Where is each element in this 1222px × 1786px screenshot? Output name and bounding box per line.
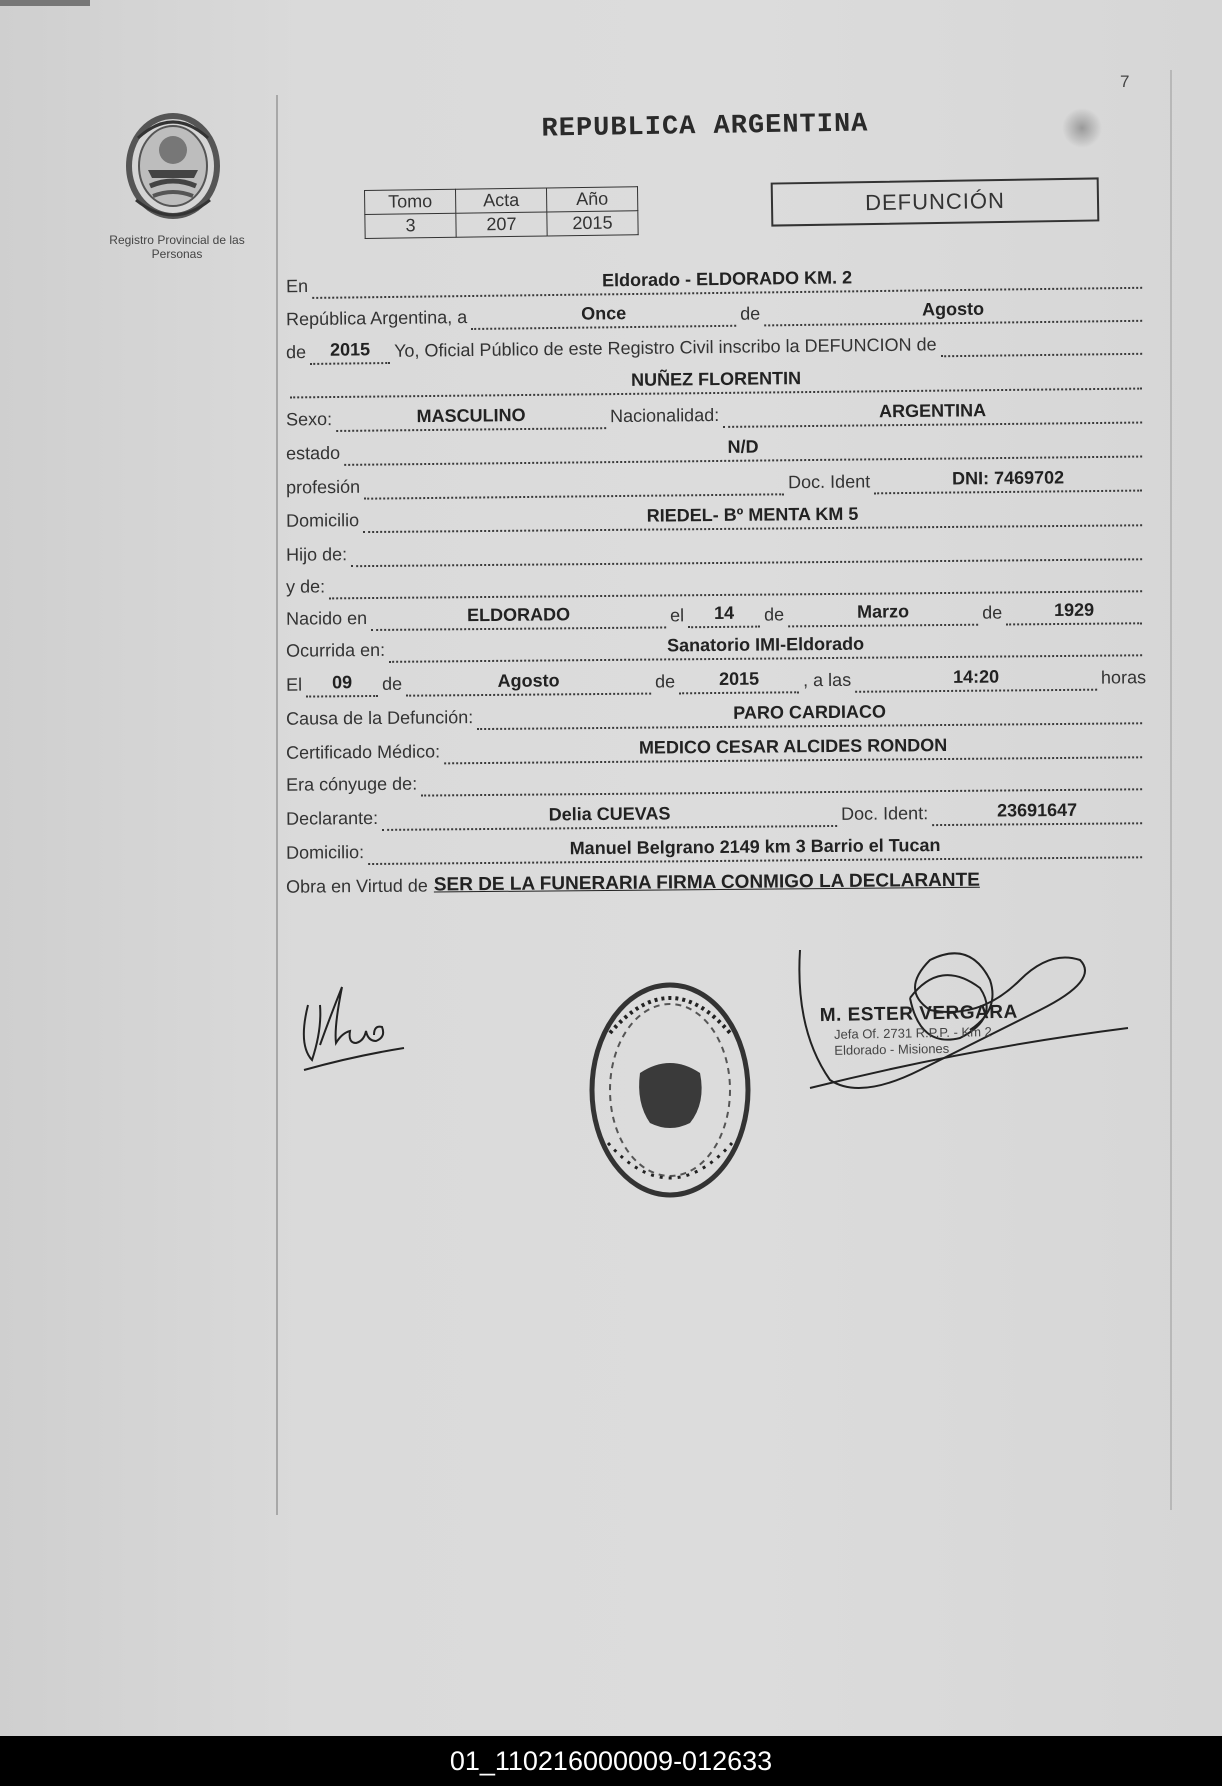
value-en: Eldorado - ELDORADO KM. 2 [601,267,853,291]
margin-line-left [276,95,278,1515]
official-name: M. ESTER VERGARA [819,1001,1018,1027]
value-doc: DNI: 7469702 [951,467,1065,489]
label-de-def-anio: de [655,671,676,692]
label-de-nacido-mes: de [764,604,785,625]
value-def-mes: Agosto [497,670,560,691]
record-table [364,186,639,239]
label-conyuge: Era cónyuge de: [285,773,418,795]
value-domicilio2: Manuel Belgrano 2149 km 3 Barrio el Tucan [569,835,941,859]
label-horas: horas [1100,667,1147,688]
label-el: el [670,605,685,626]
value-sexo: MASCULINO [416,404,526,427]
label-domicilio: Domicilio [285,510,360,531]
label-de-nacido-anio: de [982,602,1003,623]
label-domicilio2: Domicilio: [285,842,365,863]
label-sexo: Sexo: [285,409,333,430]
value-ocurrida: Sanatorio IMI-Eldorado [666,633,865,656]
header-tomo: Tomo [365,189,456,214]
value-anio: 2015 [547,211,638,236]
value-estado: N/D [727,436,759,457]
header-anio: Año [546,187,637,212]
misiones-emblem-icon [118,108,228,223]
label-doc: Doc. Ident [788,471,871,493]
label-certificado: Certificado Médico: [285,741,441,763]
label-declarante: Declarante: [285,807,379,829]
row-obra [286,856,1146,900]
margin-line-right [1170,70,1172,1510]
value-domicilio: RIEDEL- Bº MENTA KM 5 [646,503,859,526]
registry-name: Registro Provincial de las Personas [109,233,245,261]
value-causa: PARO CARDIACO [733,701,886,723]
field-inscribo-tail [940,327,1142,357]
label-de: de [740,303,761,324]
label-nacido: Nacido en [285,608,368,629]
value-nacido-dia: 14 [714,602,735,624]
label-causa: Causa de la Defunción: [285,707,474,729]
official-location: Eldorado - Misiones [834,1040,950,1058]
value-day: Once [581,303,627,324]
field-def-dia [306,669,378,698]
label-el-cap: El [285,674,303,695]
label-hijo: Hijo de: [285,544,348,565]
label-yde: y de: [285,576,326,597]
page-number: 7 [1120,72,1130,91]
value-declarante: Delia CUEVAS [548,803,671,825]
label-de-def-mes: de [381,673,403,694]
official-stamp [820,1001,1061,1059]
value-obra: SER DE LA FUNERARIA FIRMA CONMIGO LA DECLARANTE [433,869,980,896]
label-profesion: profesión [285,476,361,498]
label-doc2: Doc. Ident: [841,803,929,824]
value-tomo: 3 [365,213,456,238]
label-inscribo: Yo, Oficial Público de este Registro Civil inscribo la DEFUNCION de [393,334,937,361]
act-type-box: DEFUNCIÓN [771,177,1100,226]
value-nacido-lugar: ELDORADO [467,604,571,626]
label-alas: , a las [803,669,852,691]
declarant-signature [296,985,416,1085]
header-acta: Acta [455,188,546,213]
value-hora: 14:20 [952,666,1000,687]
file-id-footer: 01_110216000009-012633 [0,1736,1222,1786]
value-nacido-anio: 1929 [1053,599,1095,621]
label-ocurrida: Ocurrida en: [285,639,386,661]
value-nacido-mes: Marzo [857,601,910,622]
label-nacionalidad: Nacionalidad: [609,404,720,427]
value-year: 2015 [329,339,371,360]
value-certificado: MEDICO CESAR ALCIDES RONDON [638,734,948,758]
field-def-anio [679,665,799,694]
label-de-year: de [285,342,307,363]
value-acta: 207 [456,212,547,237]
label-obra: Obra en Virtud de [285,875,428,897]
page-title: REPUBLICA ARGENTINA [541,109,869,145]
official-title: Jefa Of. 2731 R.P.P. - Km 2 [833,1024,992,1042]
label-republica: República Argentina, a [285,307,468,330]
scan-edge [0,0,90,6]
value-doc2: 23691647 [996,799,1078,821]
value-def-dia: 09 [331,672,353,693]
label-estado: estado [285,442,341,464]
official-seal [580,973,760,1208]
ink-smudge [1062,108,1102,148]
death-record-form [286,258,1146,958]
value-month: Agosto [921,298,985,320]
value-def-anio: 2015 [718,668,760,689]
value-nacionalidad: ARGENTINA [878,400,987,422]
value-name: NUÑEZ FLORENTIN [630,368,802,390]
label-en: En [285,275,309,297]
